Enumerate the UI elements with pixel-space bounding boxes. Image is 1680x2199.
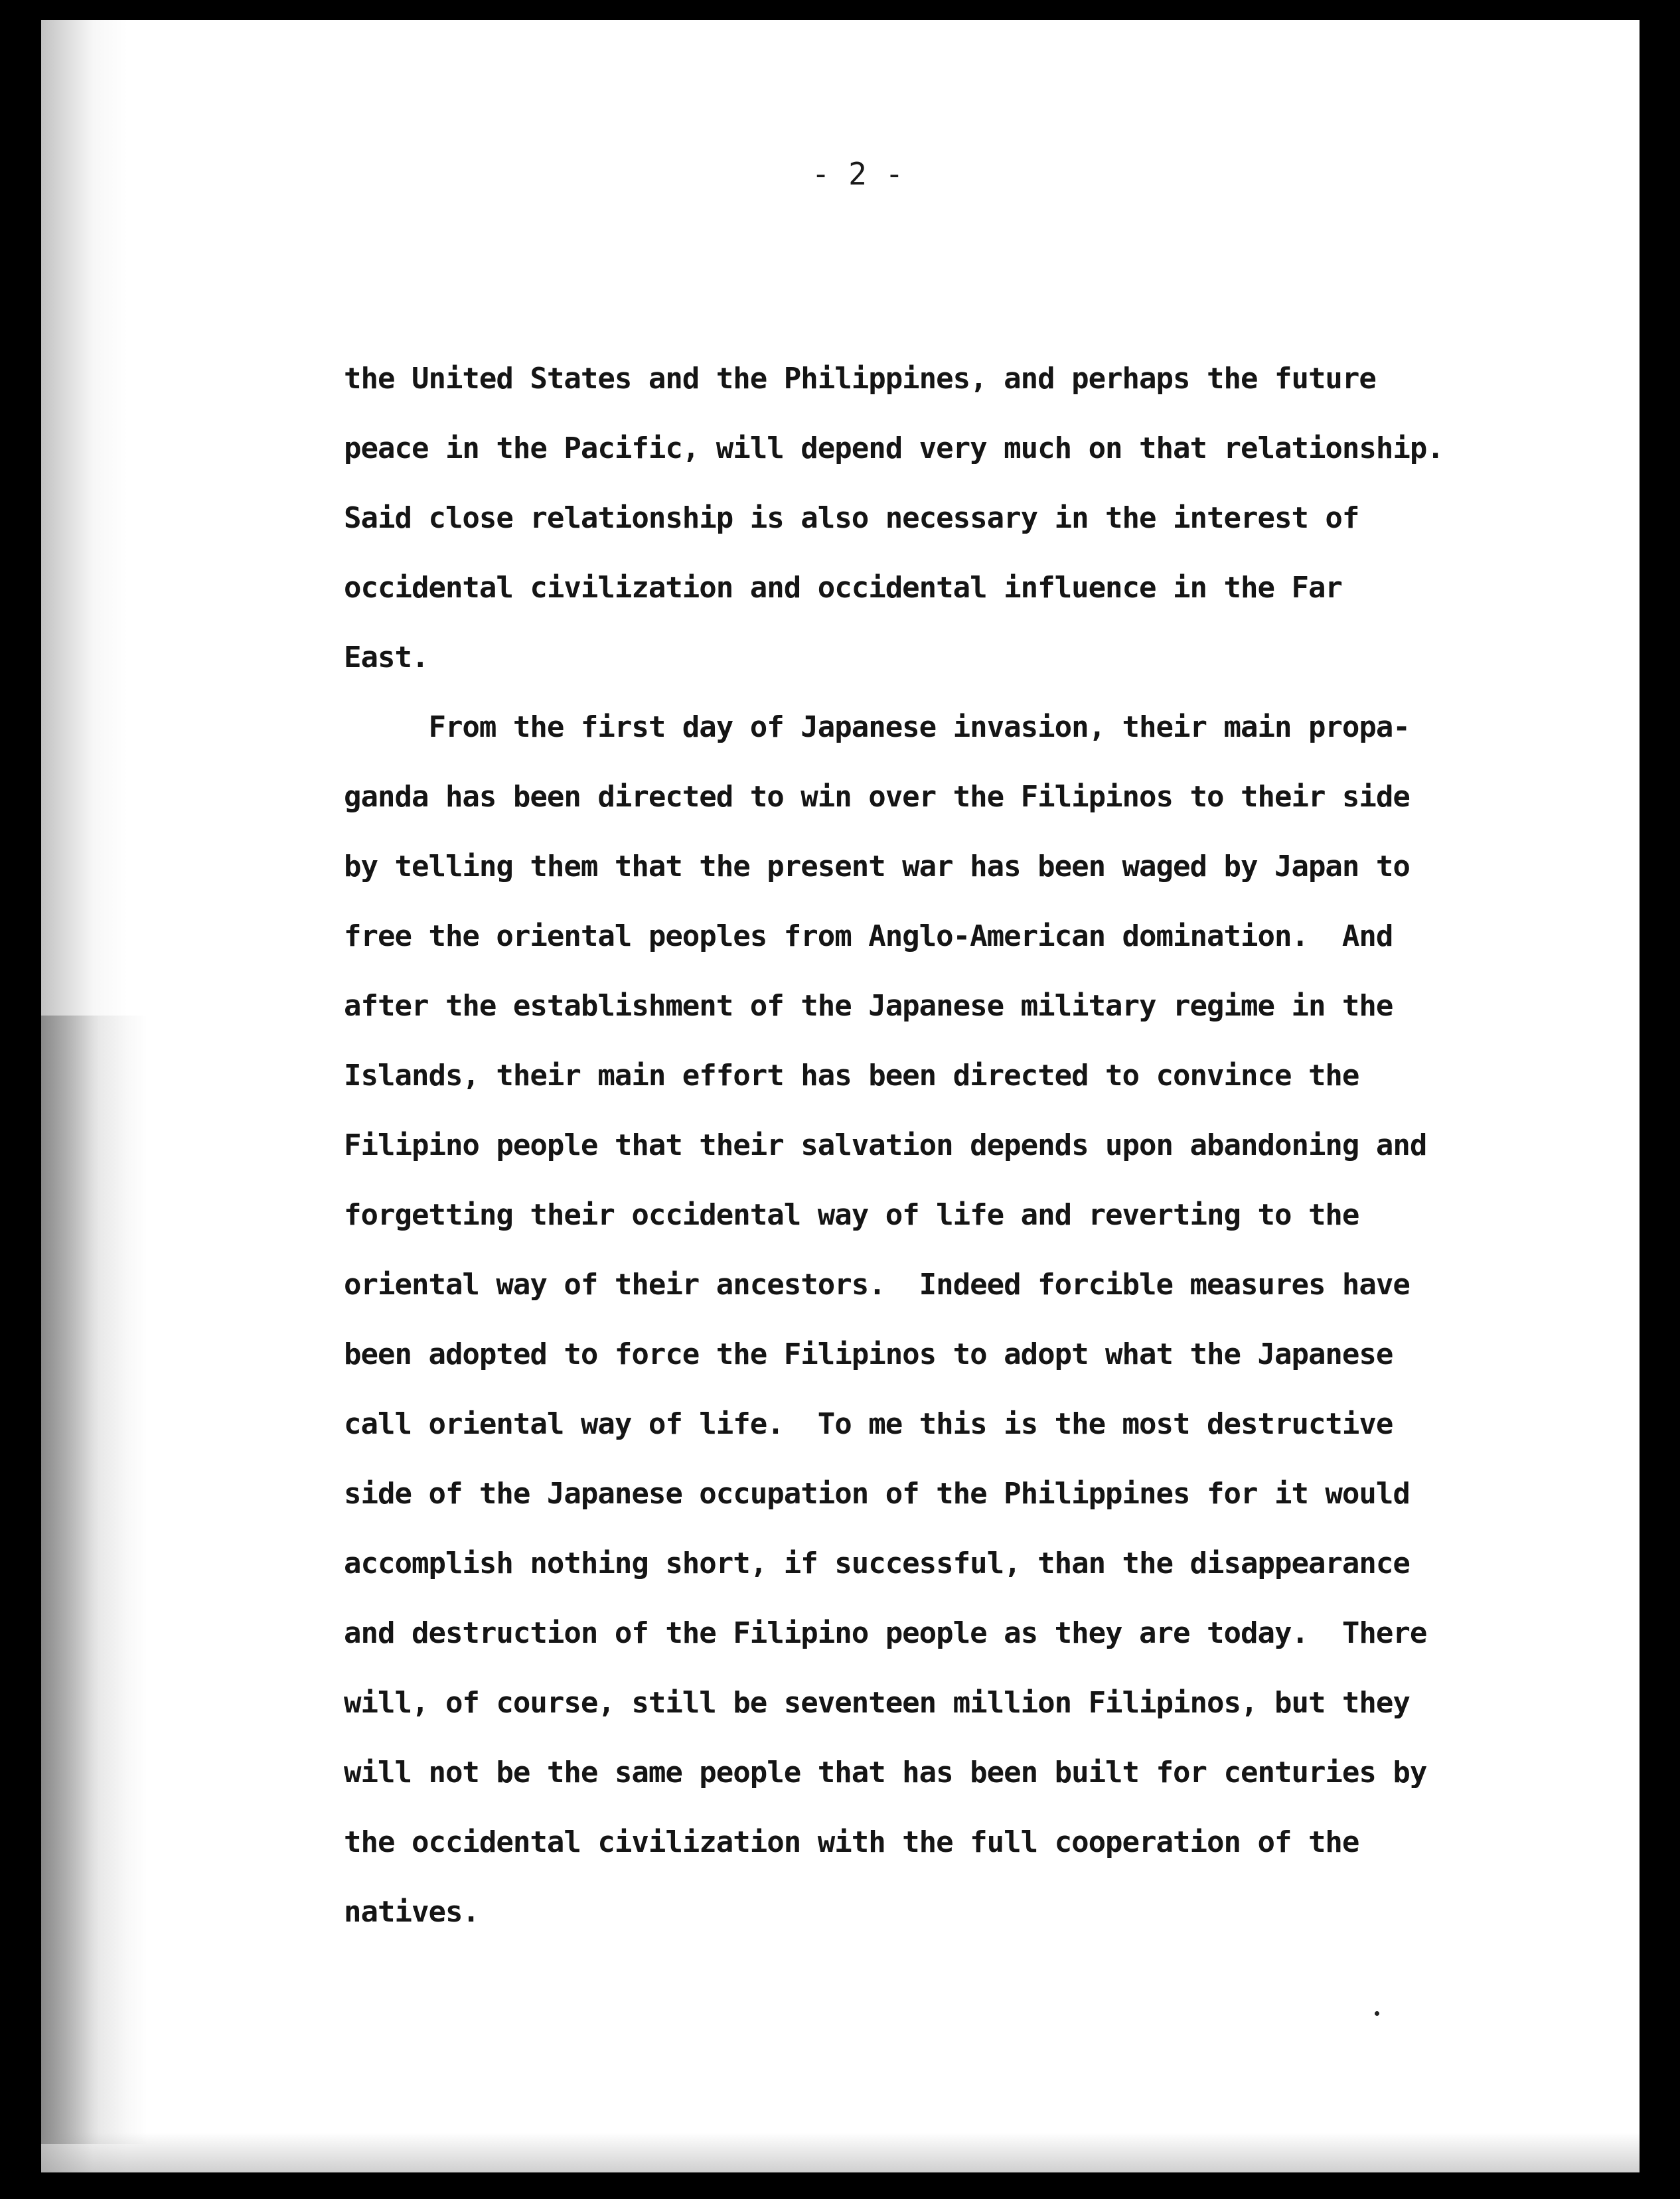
text-line: after the establishment of the Japanese military regime in the <box>344 989 1393 1023</box>
text-line: Islands, their main effort has been directed to convince the <box>344 1059 1359 1093</box>
text-line: call oriental way of life. To me this is the most destructive <box>344 1407 1393 1441</box>
text-line: accomplish nothing short, if successful, than the disappearance <box>344 1547 1410 1580</box>
text-line: East. <box>344 641 429 674</box>
text-line: Filipino people that their salvation depends upon abandoning and <box>344 1128 1427 1162</box>
text-line: oriental way of their ancestors. Indeed forcible measures have <box>344 1268 1410 1302</box>
page-number: - 2 - <box>811 156 904 192</box>
text-line: the United States and the Philippines, and perhaps the future <box>344 362 1376 396</box>
text-line: peace in the Pacific, will depend very much on that relationship. <box>344 431 1444 465</box>
text-line: natives. <box>344 1895 479 1929</box>
text-line: will not be the same people that has been built for centuries by <box>344 1756 1427 1789</box>
text-line: by telling them that the present war has been waged by Japan to <box>344 850 1410 883</box>
text-line: and destruction of the Filipino people as they are today. There <box>344 1616 1427 1650</box>
text-line: occidental civilization and occidental influence in the Far <box>344 571 1342 605</box>
copy-bottom-shading <box>41 2133 1640 2172</box>
text-line: will, of course, still be seventeen million Filipinos, but they <box>344 1686 1410 1720</box>
text-line: been adopted to force the Filipinos to adopt what the Japanese <box>344 1337 1393 1371</box>
stray-ink-mark <box>1375 2011 1379 2016</box>
text-line: Said close relationship is also necessary in the interest of <box>344 501 1359 535</box>
text-line: forgetting their occidental way of life and reverting to the <box>344 1198 1359 1232</box>
text-line: side of the Japanese occupation of the Philippines for it would <box>344 1477 1410 1511</box>
document-page <box>41 20 1640 2172</box>
text-line: ganda has been directed to win over the Filipinos to their side <box>344 780 1410 814</box>
copy-edge-shading-lower <box>41 1016 147 2144</box>
text-line: From the first day of Japanese invasion, their main propa- <box>344 710 1410 744</box>
text-line: the occidental civilization with the full cooperation of the <box>344 1825 1359 1859</box>
text-line: free the oriental peoples from Anglo-American domination. And <box>344 919 1393 953</box>
